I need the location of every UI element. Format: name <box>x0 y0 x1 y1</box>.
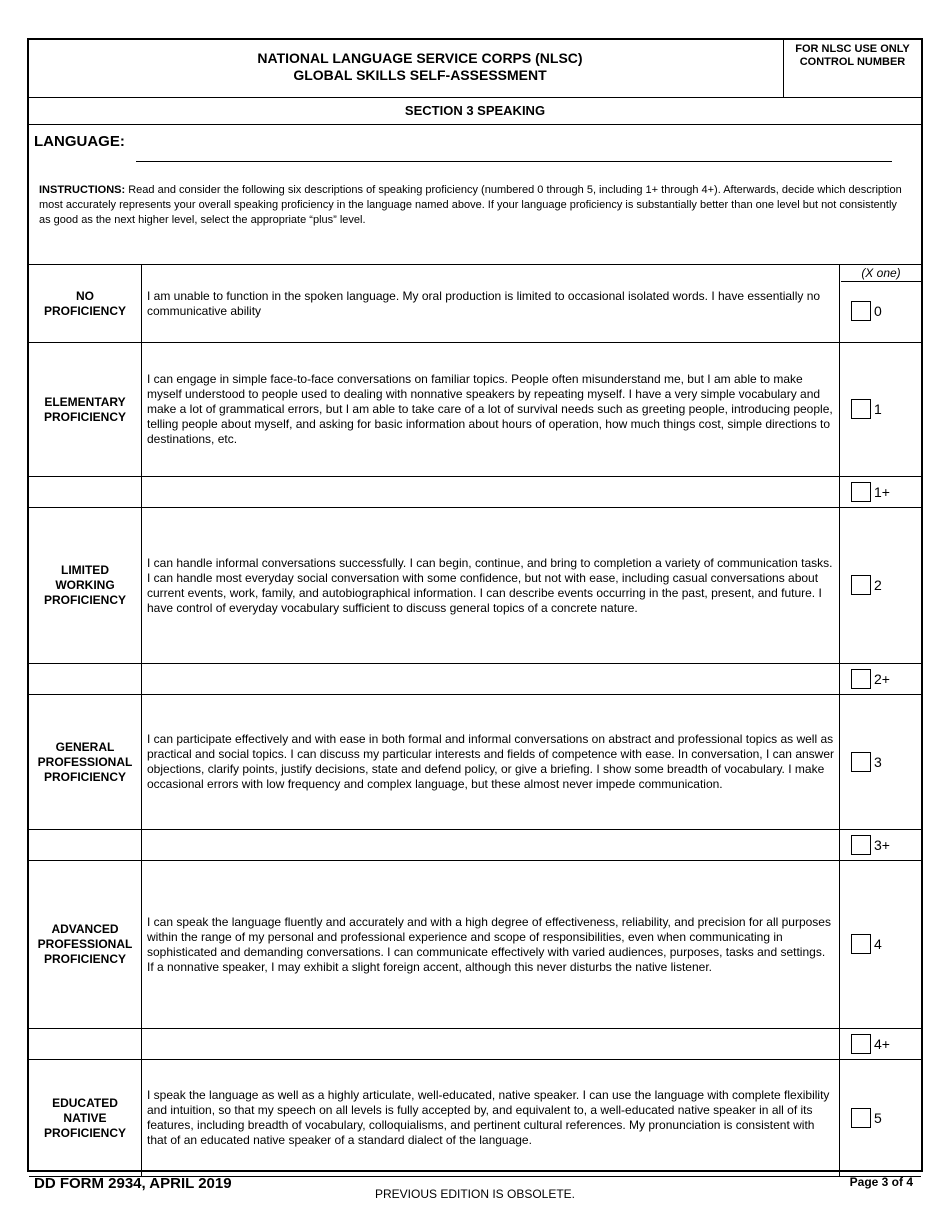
level-select-cell <box>841 265 921 342</box>
level-select-cell <box>841 861 921 1028</box>
category-word: NATIVE <box>63 1110 107 1125</box>
description-text: I can speak the language fluently and accurately and with a high degree of effectiveness, reliability, and precision for all purposes within the range of my personal and professional experience and scope of responsibilities, even when communicating in sophisticated and demanding conversations. I can communicate effectively with varied audiences, purposes, tasks and settings. If a nonnative speaker, I may exhibit a slight foreign accent, although this never disturbs the native listener. <box>147 914 831 974</box>
level-label: 5 <box>874 1109 882 1126</box>
proficiency-category <box>29 830 142 860</box>
proficiency-table <box>29 264 921 1173</box>
level-option[interactable] <box>851 575 882 595</box>
level-checkbox[interactable] <box>851 1108 871 1128</box>
description-text: I am unable to function in the spoken language. My oral production is limited to occasional isolated words. I have essentially no communicative ability <box>147 288 821 318</box>
level-checkbox[interactable] <box>851 752 871 772</box>
category-word: ADVANCED <box>51 922 119 936</box>
page-number: Page 3 of 4 <box>849 1175 913 1189</box>
proficiency-category <box>29 1060 142 1176</box>
proficiency-category <box>29 508 142 663</box>
level-select-cell <box>841 830 921 860</box>
category-word: GENERAL <box>55 739 115 754</box>
proficiency-category <box>29 861 142 1028</box>
title-line-1: NATIONAL LANGUAGE SERVICE CORPS (NLSC) <box>257 50 583 66</box>
control-label-1: FOR NLSC USE ONLY <box>795 43 910 55</box>
proficiency-row <box>29 477 921 508</box>
description-text: I can handle informal conversations successfully. I can begin, continue, and bring to completion a variety of communication tasks. I can handle most everyday social conversation with some confidence, but not with ease, including casual conversations about current events, work, family, and autobiographical information. I can describe events occurring in the past, present, and future. I have control of everyday vocabulary sufficient to discuss general topics of a concrete nature. <box>147 555 833 615</box>
category-word: PROFESSIONAL <box>37 754 133 769</box>
proficiency-category <box>29 1029 142 1059</box>
category-word: PROFICIENCY <box>43 409 126 424</box>
proficiency-category <box>29 664 142 694</box>
level-label: 0 <box>874 303 882 319</box>
level-option[interactable] <box>851 669 890 689</box>
proficiency-category <box>29 477 142 507</box>
description-text: I can engage in simple face-to-face conversations on familiar topics. People often misunderstand me, but I am able to make myself understood to people used to dealing with nonnative speakers by repeating myself. I have a very simple vocabulary and make a lot of grammatical errors, but I am able to take care of a lot of survival needs such as greeting people, introducing people, telling people about myself, and asking for basic information about hours of operation, how much things cost, simple directions to destinations, etc. <box>147 372 833 446</box>
proficiency-category <box>29 343 142 476</box>
form-frame <box>27 38 923 1172</box>
level-label: 1+ <box>874 483 890 500</box>
level-checkbox[interactable] <box>851 1034 871 1054</box>
proficiency-description <box>142 1060 840 1176</box>
proficiency-description <box>142 477 840 507</box>
level-label: 1 <box>874 401 882 417</box>
level-option[interactable] <box>851 301 882 321</box>
proficiency-row <box>29 830 921 861</box>
level-option[interactable] <box>851 752 882 772</box>
level-checkbox[interactable] <box>851 669 871 689</box>
level-select-cell <box>841 1029 921 1059</box>
proficiency-row <box>29 1029 921 1060</box>
category-word: ELEMENTARY <box>44 394 126 409</box>
level-option[interactable] <box>851 399 882 419</box>
proficiency-category <box>29 265 142 342</box>
form-id: DD FORM 2934, APRIL 2019 <box>34 1175 232 1192</box>
section-title: SECTION 3 SPEAKING <box>29 97 921 125</box>
level-option[interactable] <box>851 934 882 954</box>
category-word: WORKING <box>55 578 115 592</box>
control-label-2: CONTROL NUMBER <box>799 56 906 68</box>
proficiency-description <box>142 1029 840 1059</box>
proficiency-description <box>142 265 840 342</box>
level-label: 4+ <box>874 1035 890 1052</box>
description-text: I speak the language as well as a highly articulate, well-educated, native speaker. I can use the language with complete flexibility and intuition, so that my speech on all levels is fully accepted by, and equivalent to, a well-educated native speaker in all of its features, including breadth of vocabulary, colloquialisms, and pertinent cultural references. My pronunciation is consistent with that of an educated native speaker of a standard dialect of the language. <box>147 1088 830 1147</box>
title-line-2: GLOBAL SKILLS SELF-ASSESSMENT <box>293 67 547 83</box>
level-select-cell <box>841 695 921 829</box>
proficiency-row <box>29 695 921 830</box>
level-select-cell <box>841 508 921 663</box>
category-word: LIMITED <box>60 563 109 577</box>
level-label: 3 <box>874 753 882 770</box>
level-option[interactable] <box>851 835 890 855</box>
level-label: 2 <box>874 577 882 593</box>
instructions <box>39 183 911 228</box>
proficiency-description <box>142 695 840 829</box>
proficiency-description <box>142 343 840 476</box>
select-one-header: (X one) <box>841 265 921 282</box>
proficiency-description <box>142 830 840 860</box>
instructions-label: INSTRUCTIONS: <box>39 184 126 196</box>
language-input[interactable] <box>136 161 892 162</box>
instructions-text: Read and consider the following six descriptions of speaking proficiency (numbered 0 through 5, including 1+ through 4+). Afterwards, decide which description most accurately represents your overall speaking proficiency in the language named above. If your language proficiency is substantially better than one level but not consistently as good as the next higher level, select the appropriate “plus” level. <box>39 184 902 226</box>
control-number-field[interactable] <box>783 40 921 97</box>
form-header <box>29 40 921 98</box>
level-label: 3+ <box>874 836 890 853</box>
level-label: 4 <box>874 936 882 952</box>
category-word: PROFICIENCY <box>43 952 126 966</box>
level-select-cell <box>841 1060 921 1176</box>
level-option[interactable] <box>851 1034 890 1054</box>
category-word: PROFICIENCY <box>43 593 126 607</box>
category-word: PROFICIENCY <box>43 303 126 318</box>
level-label: 2+ <box>874 670 890 687</box>
level-checkbox[interactable] <box>851 482 871 502</box>
category-word: PROFICIENCY <box>43 769 126 784</box>
form-title <box>29 50 811 84</box>
proficiency-description <box>142 664 840 694</box>
level-checkbox[interactable] <box>851 934 871 954</box>
category-word: NO <box>75 288 94 303</box>
level-select-cell <box>841 343 921 476</box>
category-word: PROFESSIONAL <box>37 937 133 951</box>
level-option[interactable] <box>851 482 890 502</box>
level-checkbox[interactable] <box>851 399 871 419</box>
proficiency-description <box>142 508 840 663</box>
level-select-cell <box>841 477 921 507</box>
category-word: PROFICIENCY <box>43 1125 126 1140</box>
level-select-cell <box>841 664 921 694</box>
language-label: LANGUAGE: <box>34 133 125 150</box>
proficiency-category <box>29 695 142 829</box>
proficiency-row <box>29 508 921 664</box>
category-word: EDUCATED <box>52 1095 118 1110</box>
proficiency-row <box>29 664 921 695</box>
level-checkbox[interactable] <box>851 575 871 595</box>
proficiency-row <box>29 343 921 477</box>
level-checkbox[interactable] <box>851 301 871 321</box>
obsolete-note: PREVIOUS EDITION IS OBSOLETE. <box>374 1187 576 1201</box>
level-option[interactable] <box>851 1108 882 1128</box>
proficiency-row <box>29 861 921 1029</box>
description-text: I can participate effectively and with ease in both formal and informal conversations on abstract and professional topics as well as practical and social topics. I can discuss my particular interests and fields of competence with ease. In conversation, I can answer objections, clarify points, justify decisions, state and defend policy, or give a briefing. I show some breadth of vocabulary. I make occasional errors with low frequency and complex language, but these almost never impede communication. <box>147 732 834 791</box>
proficiency-row <box>29 1060 921 1177</box>
level-checkbox[interactable] <box>851 835 871 855</box>
proficiency-row <box>29 265 921 343</box>
proficiency-description <box>142 861 840 1028</box>
